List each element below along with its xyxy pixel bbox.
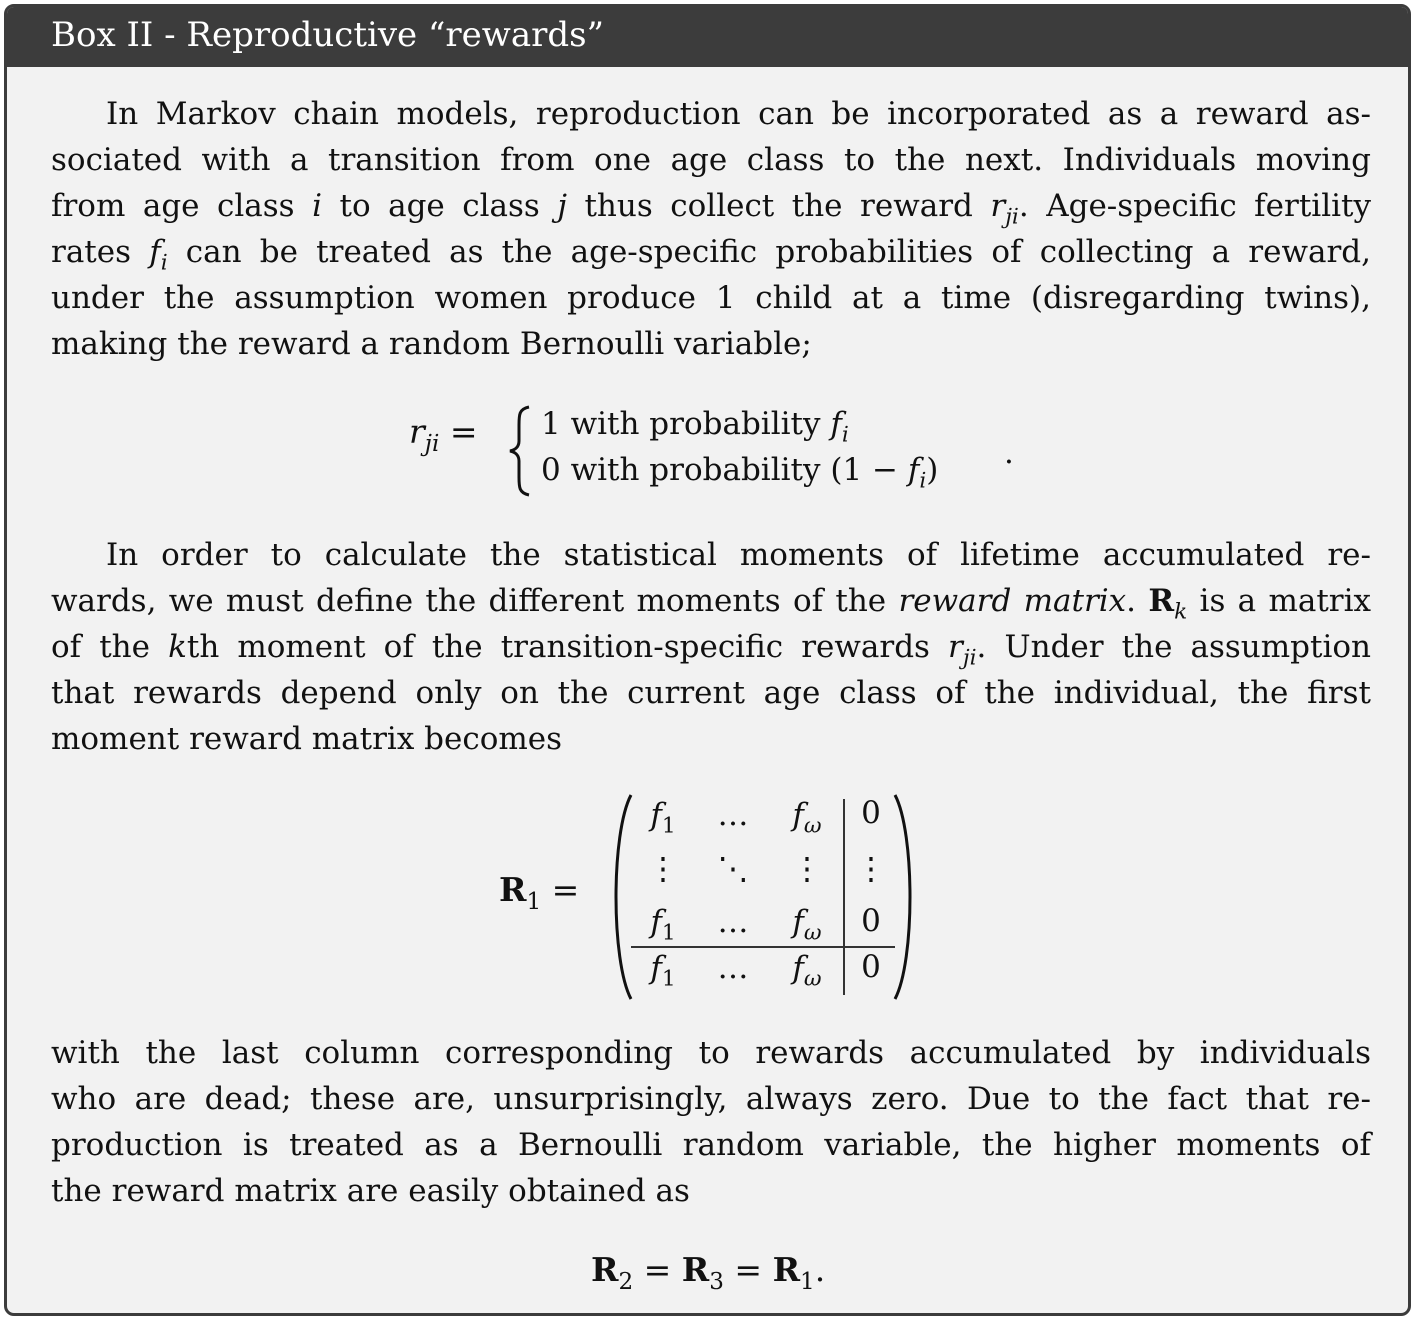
case-two: 0 with probability $(1 - f_i)$ bbox=[541, 452, 939, 494]
left-brace-icon bbox=[507, 405, 535, 497]
text-line: In Markov chain models, reproduction can be incorporated as a reward as- bbox=[106, 96, 1371, 132]
text-line: wards, we must define the different moments of the reward matrix. $R_k$ is a matrix bbox=[51, 583, 1372, 625]
text-line: with the last column corresponding to rewards accumulated by individuals bbox=[51, 1035, 1371, 1071]
text-line: making the reward a random Bernoulli variable; bbox=[51, 326, 812, 362]
text-line: moment reward matrix becomes bbox=[51, 721, 563, 757]
matrix-cell: ⋮ bbox=[855, 851, 887, 887]
box-title: Box II - Reproductive “rewards” bbox=[7, 7, 1408, 67]
matrix-cell: $f_\omega$ bbox=[792, 797, 822, 839]
matrix-cell: $f_1$ bbox=[650, 950, 676, 992]
text-line: who are dead; these are, unsurprisingly, always zero. Due to the fact that re- bbox=[51, 1081, 1371, 1117]
text-line: sociated with a transition from one age class to the next. Individuals moving bbox=[51, 142, 1371, 178]
paragraph-conclusion bbox=[51, 1030, 1371, 1214]
text-line: from age class i to age class j thus collect the reward $r_{ji}$. Age-specific fertility bbox=[51, 188, 1371, 230]
matrix-cell: … bbox=[717, 797, 749, 833]
matrix-cell: ⋮ bbox=[791, 851, 823, 887]
text-line: that rewards depend only on the current age class of the individual, the first bbox=[51, 675, 1371, 711]
matrix-cell: ⋮ bbox=[647, 851, 679, 887]
matrix-divider-horizontal bbox=[631, 946, 895, 948]
text-line: under the assumption women produce 1 child at a time (disregarding twins), bbox=[51, 280, 1371, 316]
matrix-cell: $f_\omega$ bbox=[792, 904, 822, 946]
matrix-cell: $f_1$ bbox=[650, 797, 676, 839]
matrix-cell: 0 bbox=[861, 949, 881, 985]
case-one: 1 with probability $f_i$ bbox=[541, 406, 849, 448]
matrix-cell: ⋱ bbox=[717, 851, 749, 887]
matrix-cell: 0 bbox=[861, 795, 881, 831]
matrix-cell: $f_1$ bbox=[650, 904, 676, 946]
matrix-cell: … bbox=[717, 904, 749, 940]
matrix-cell: 0 bbox=[861, 903, 881, 939]
left-paren-icon bbox=[605, 793, 635, 1001]
text-line: of the kth moment of the transition-specific rewards $r_{ji}$. Under the assumption bbox=[51, 629, 1371, 671]
paragraph-moments bbox=[51, 532, 1371, 762]
text-line: production is treated as a Bernoulli random variable, the higher moments of bbox=[51, 1127, 1371, 1163]
text-line: rates $f_i$ can be treated as the age-specific probabilities of collecting a reward, bbox=[51, 234, 1371, 276]
box-ii bbox=[4, 4, 1411, 1316]
paragraph-intro bbox=[51, 91, 1371, 367]
matrix-cell: $f_\omega$ bbox=[792, 950, 822, 992]
equation-final: $R_2 = R_3 = R_1$. bbox=[591, 1250, 826, 1296]
text-line: the reward matrix are easily obtained as bbox=[51, 1173, 690, 1209]
matrix-divider-vertical bbox=[843, 799, 845, 995]
matrix-cell: … bbox=[717, 950, 749, 986]
matrix-lhs: $R_1$ = bbox=[499, 870, 580, 916]
equation-period: . bbox=[1004, 435, 1014, 471]
text-line: In order to calculate the statistical moments of lifetime accumulated re- bbox=[106, 537, 1371, 573]
equation-lhs: $r_{ji}$ = bbox=[409, 412, 478, 458]
